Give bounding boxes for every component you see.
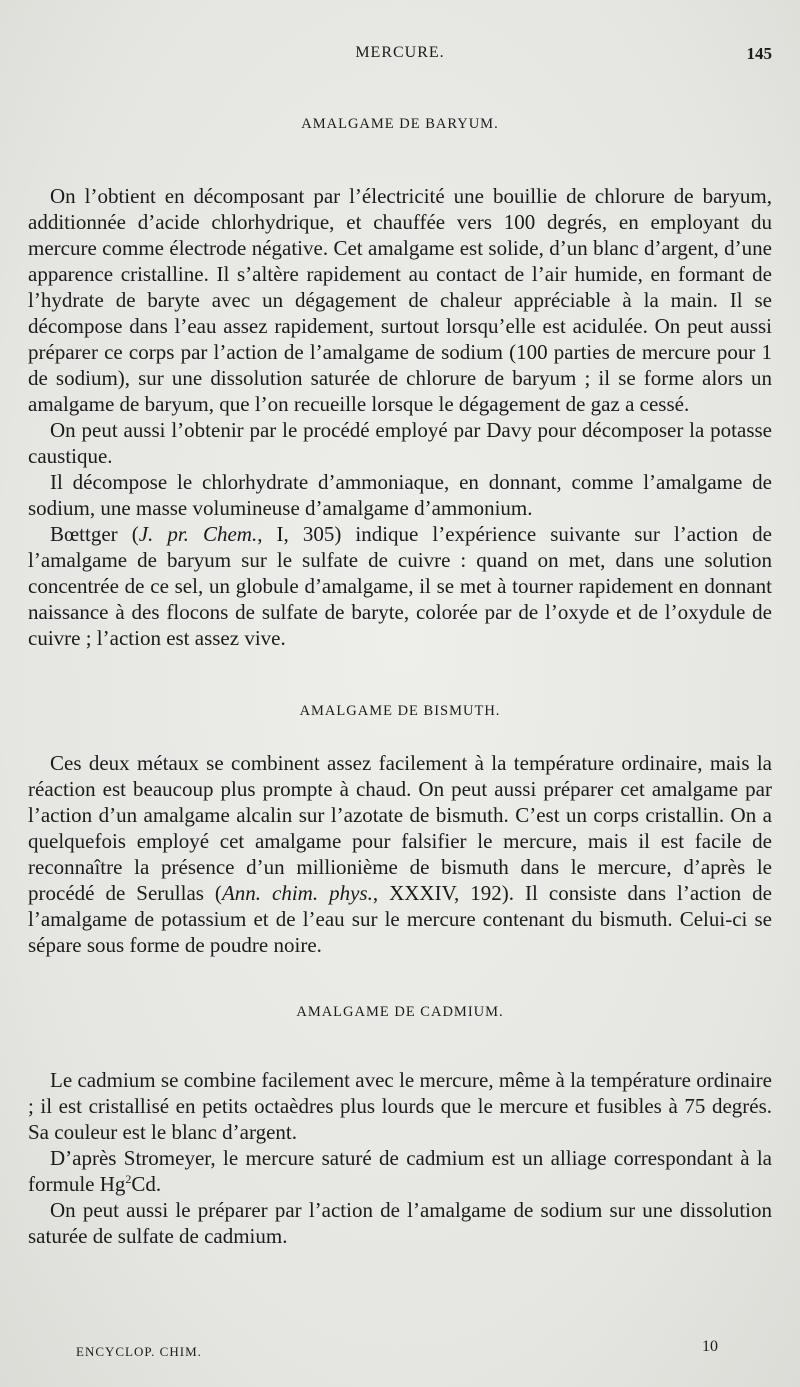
page-footer xyxy=(0,1338,800,1368)
formula-superscript: 2 xyxy=(125,1172,132,1186)
running-title: MERCURE. xyxy=(355,44,445,61)
section-heading-baryum: AMALGAME DE BARYUM. xyxy=(301,116,499,132)
page-number: 145 xyxy=(746,44,772,63)
paragraph-baryum-davy: On peut aussi l’obtenir par le procédé employé par Davy pour décomposer la potasse caustique. xyxy=(28,418,772,468)
author-boettger: Bœttger ( xyxy=(50,522,139,546)
paragraph-baryum-preparation: On l’obtient en décomposant par l’électricité une bouillie de chlorure de baryum, additionnée d’acide chlorhydrique, et chauffée vers 100 degrés, en employant du mercure comme électrode négative. Cet amalgame est solide, d’un blanc d’argent, d’une apparence cristalline. Il s’altère rapidement au contact de l’air humide, en formant de l’hydrate de baryte avec un dégagement de chaleur appréciable à la main. Il se décompose dans l’eau assez rapidement, surtout lorsqu’elle est acidulée. On peut aussi préparer ce corps par l’action de l’amalgame de sodium (100 parties de mercure pour 1 de sodium), sur une dissolution saturée de chlorure de baryum ; il se forme alors un amalgame de baryum, que l’on recueille lorsque le dégagement de gaz a cessé. xyxy=(28,184,772,416)
section-heading-bismuth: AMALGAME DE BISMUTH. xyxy=(299,703,501,719)
paragraph-cadmium-properties: Le cadmium se combine facilement avec le mercure, même à la température ordinaire ; il est cristallisé en petits octaèdres plus lourds que le mercure et fusibles à 75 degrés. Sa couleur est le blanc d’argent. xyxy=(28,1068,772,1144)
paragraph-baryum-boettger xyxy=(28,521,772,651)
journal-reference: Ann. chim. phys. xyxy=(221,881,373,905)
bismuth-text: Ces deux métaux se combinent assez facilement à la température ordinaire, mais la réaction est beaucoup plus prompte à chaud. On peut aussi préparer cet amalgame par l’action d’un amalgame alcalin sur l’azotate de bismuth. C’est un corps cristallin. On a quelquefois employé cet amalgame pour falsifier le mercure, mais il est facile de reconnaître la présence d’un millionième de bismuth dans le mercure, d’après le procédé de Serullas ( xyxy=(28,751,772,905)
bismuth-tail: , XXXIV, 192). Il consiste dans l’action de l’amalgame de potassium et de l’eau sur le mercure contenant du bismuth. Celui-ci se sépare sous forme de poudre noire. xyxy=(28,881,772,957)
page-content xyxy=(28,116,772,1249)
paragraph-bismuth xyxy=(28,750,772,958)
cadmium-formula-text: D’après Stromeyer, le mercure saturé de cadmium est un alliage correspondant à la formule Hg xyxy=(28,1146,772,1196)
sheet-number: 10 xyxy=(702,1338,718,1355)
paragraph-baryum-ammonium: Il décompose le chlorhydrate d’ammoniaque, en donnant, comme l’amalgame de sodium, une masse volumineuse d’amalgame d’ammonium. xyxy=(28,470,772,520)
paragraph-cadmium-formula xyxy=(28,1145,772,1197)
journal-reference: J. pr. Chem. xyxy=(138,522,258,546)
running-head xyxy=(0,44,800,70)
cadmium-formula-tail: Cd. xyxy=(131,1172,162,1196)
paragraph-cadmium-sodium: On peut aussi le préparer par l’action de l’amalgame de sodium sur une dissolution saturée de sulfate de cadmium. xyxy=(28,1198,772,1248)
section-heading-cadmium: AMALGAME DE CADMIUM. xyxy=(296,1004,504,1020)
printer-signature: ENCYCLOP. CHIM. xyxy=(76,1344,202,1359)
boettger-text: , I, 305) indique l’expérience suivante sur l’action de l’amalgame de baryum sur le sulfate de cuivre : quand on met, dans une solution concentrée de ce sel, un globule d’amalgame, il se met à tourner rapidement en donnant naissance à des flocons de sulfate de baryte, colorée par de l’oxyde et de l’oxydule de cuivre ; l’action est assez vive. xyxy=(28,522,772,650)
